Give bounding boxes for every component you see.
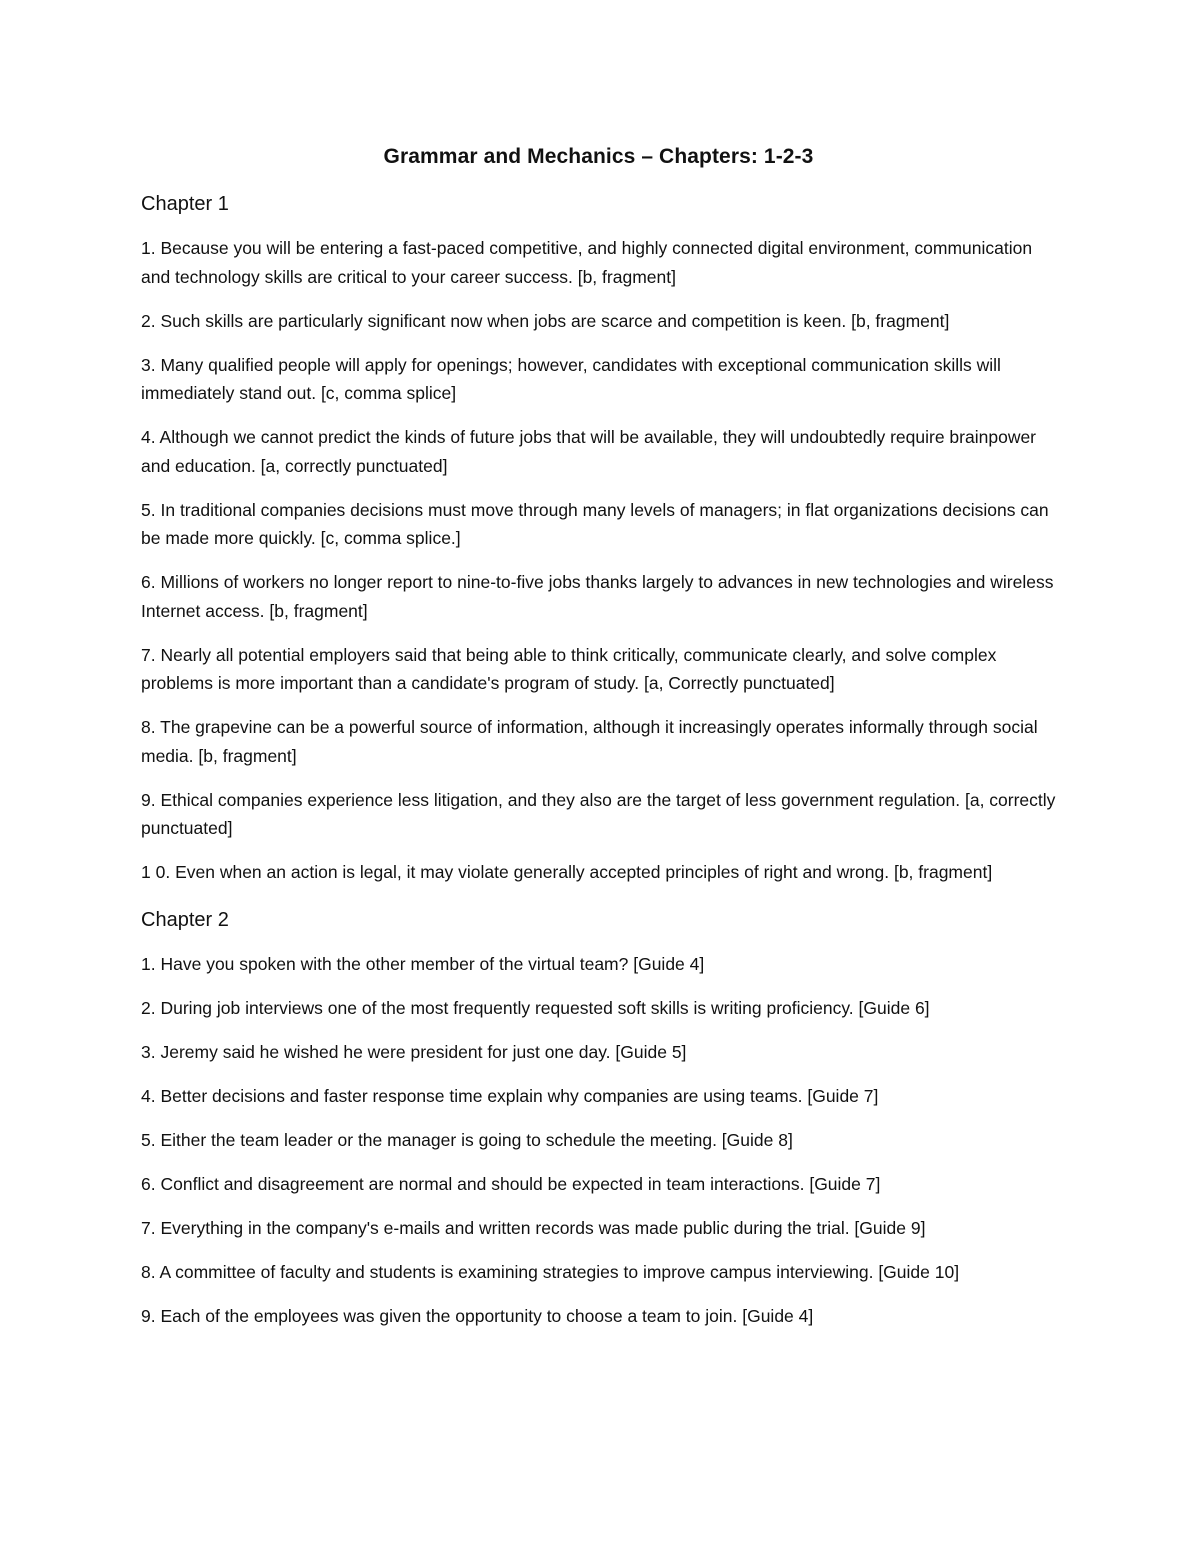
- list-item: [141, 568, 1056, 625]
- item-text: Even when an action is legal, it may violate generally accepted principles of right and wrong. [b, fragment]: [175, 862, 993, 882]
- item-number: 1.: [141, 953, 156, 974]
- item-number: 5.: [141, 1129, 156, 1150]
- item-text: Each of the employees was given the opportunity to choose a team to join. [Guide 4]: [160, 1305, 814, 1326]
- item-number: 1.: [141, 238, 156, 258]
- chapter-1-section: [141, 193, 1056, 887]
- list-item: [141, 994, 1056, 1023]
- item-text: A committee of faculty and students is examining strategies to improve campus interviewing. [Guide 10]: [159, 1261, 960, 1282]
- item-number: 5.: [141, 499, 156, 520]
- item-text: Nearly all potential employers said that being able to think critically, communicate clearly, and solve complex problems is more important than a candidate's program of study. [a, Correctly punctuated]: [141, 644, 997, 693]
- item-number: 2.: [141, 310, 156, 331]
- list-item: [141, 713, 1056, 770]
- list-item: [141, 1214, 1056, 1243]
- item-text: Either the team leader or the manager is going to schedule the meeting. [Guide 8]: [160, 1129, 793, 1150]
- list-item: [141, 950, 1056, 979]
- item-number: 8.: [141, 717, 156, 737]
- item-number: 1 0.: [141, 862, 171, 882]
- chapter-heading: Chapter 1: [141, 193, 229, 215]
- list-item: [141, 786, 1056, 843]
- item-number: 6.: [141, 1173, 156, 1194]
- item-text: Everything in the company's e-mails and written records was made public during the trial. [Guide 9]: [160, 1217, 926, 1238]
- item-text: Better decisions and faster response time explain why companies are using teams. [Guide 7]: [160, 1085, 879, 1106]
- item-number: 4.: [141, 1085, 156, 1106]
- item-text: Jeremy said he wished he were president for just one day. [Guide 5]: [160, 1041, 687, 1062]
- item-number: 7.: [141, 1217, 156, 1238]
- item-number: 6.: [141, 572, 156, 592]
- list-item: [141, 351, 1056, 408]
- item-text: In traditional companies decisions must move through many levels of managers; in flat organizations decisions can be made more quickly. [c, comma splice.]: [141, 499, 1049, 548]
- item-text: Millions of workers no longer report to nine-to-five jobs thanks largely to advances in new technologies and wireless Internet access. [b, fragment]: [141, 572, 1054, 621]
- item-text: Have you spoken with the other member of the virtual team? [Guide 4]: [160, 953, 705, 974]
- list-item: [141, 423, 1056, 480]
- document-title: Grammar and Mechanics – Chapters: 1-2-3: [383, 145, 814, 168]
- item-number: 3.: [141, 354, 156, 375]
- list-item: [141, 1302, 1056, 1331]
- item-text: Because you will be entering a fast-paced competitive, and highly connected digital environment, communication and technology skills are critical to your career success. [b, fragment]: [141, 238, 1033, 287]
- list-item: [141, 307, 1056, 336]
- list-item: [141, 858, 1056, 887]
- list-item: [141, 1082, 1056, 1111]
- item-number: 4.: [141, 427, 156, 447]
- item-number: 9.: [141, 789, 156, 810]
- item-text: Although we cannot predict the kinds of future jobs that will be available, they will undoubtedly require brainpower and education. [a, correctly punctuated]: [141, 427, 1037, 476]
- item-text: During job interviews one of the most frequently requested soft skills is writing proficiency. [Guide 6]: [160, 997, 930, 1018]
- chapter-heading: Chapter 2: [141, 908, 229, 931]
- list-item: [141, 496, 1056, 553]
- document-page: [141, 145, 1056, 1346]
- item-text: Many qualified people will apply for openings; however, candidates with exceptional communication skills will immediately stand out. [c, comma splice]: [141, 354, 1001, 403]
- list-item: [141, 1258, 1056, 1287]
- item-number: 9.: [141, 1305, 156, 1326]
- item-text: Conflict and disagreement are normal and should be expected in team interactions. [Guide 7]: [160, 1173, 881, 1194]
- item-number: 8.: [141, 1261, 156, 1282]
- list-item: [141, 1126, 1056, 1155]
- list-item: [141, 641, 1056, 698]
- list-item: [141, 1038, 1056, 1067]
- item-text: Ethical companies experience less litigation, and they also are the target of less government regulation. [a, correctly punctuated]: [141, 789, 1056, 838]
- item-number: 2.: [141, 997, 156, 1018]
- list-item: [141, 1170, 1056, 1199]
- item-text: The grapevine can be a powerful source of information, although it increasingly operates informally through social media. [b, fragment]: [141, 717, 1038, 766]
- chapter-2-section: [141, 909, 1056, 1331]
- item-number: 7.: [141, 644, 156, 665]
- list-item: [141, 234, 1056, 291]
- item-number: 3.: [141, 1041, 156, 1062]
- item-text: Such skills are particularly significant now when jobs are scarce and competition is keen. [b, fragment]: [160, 310, 950, 331]
